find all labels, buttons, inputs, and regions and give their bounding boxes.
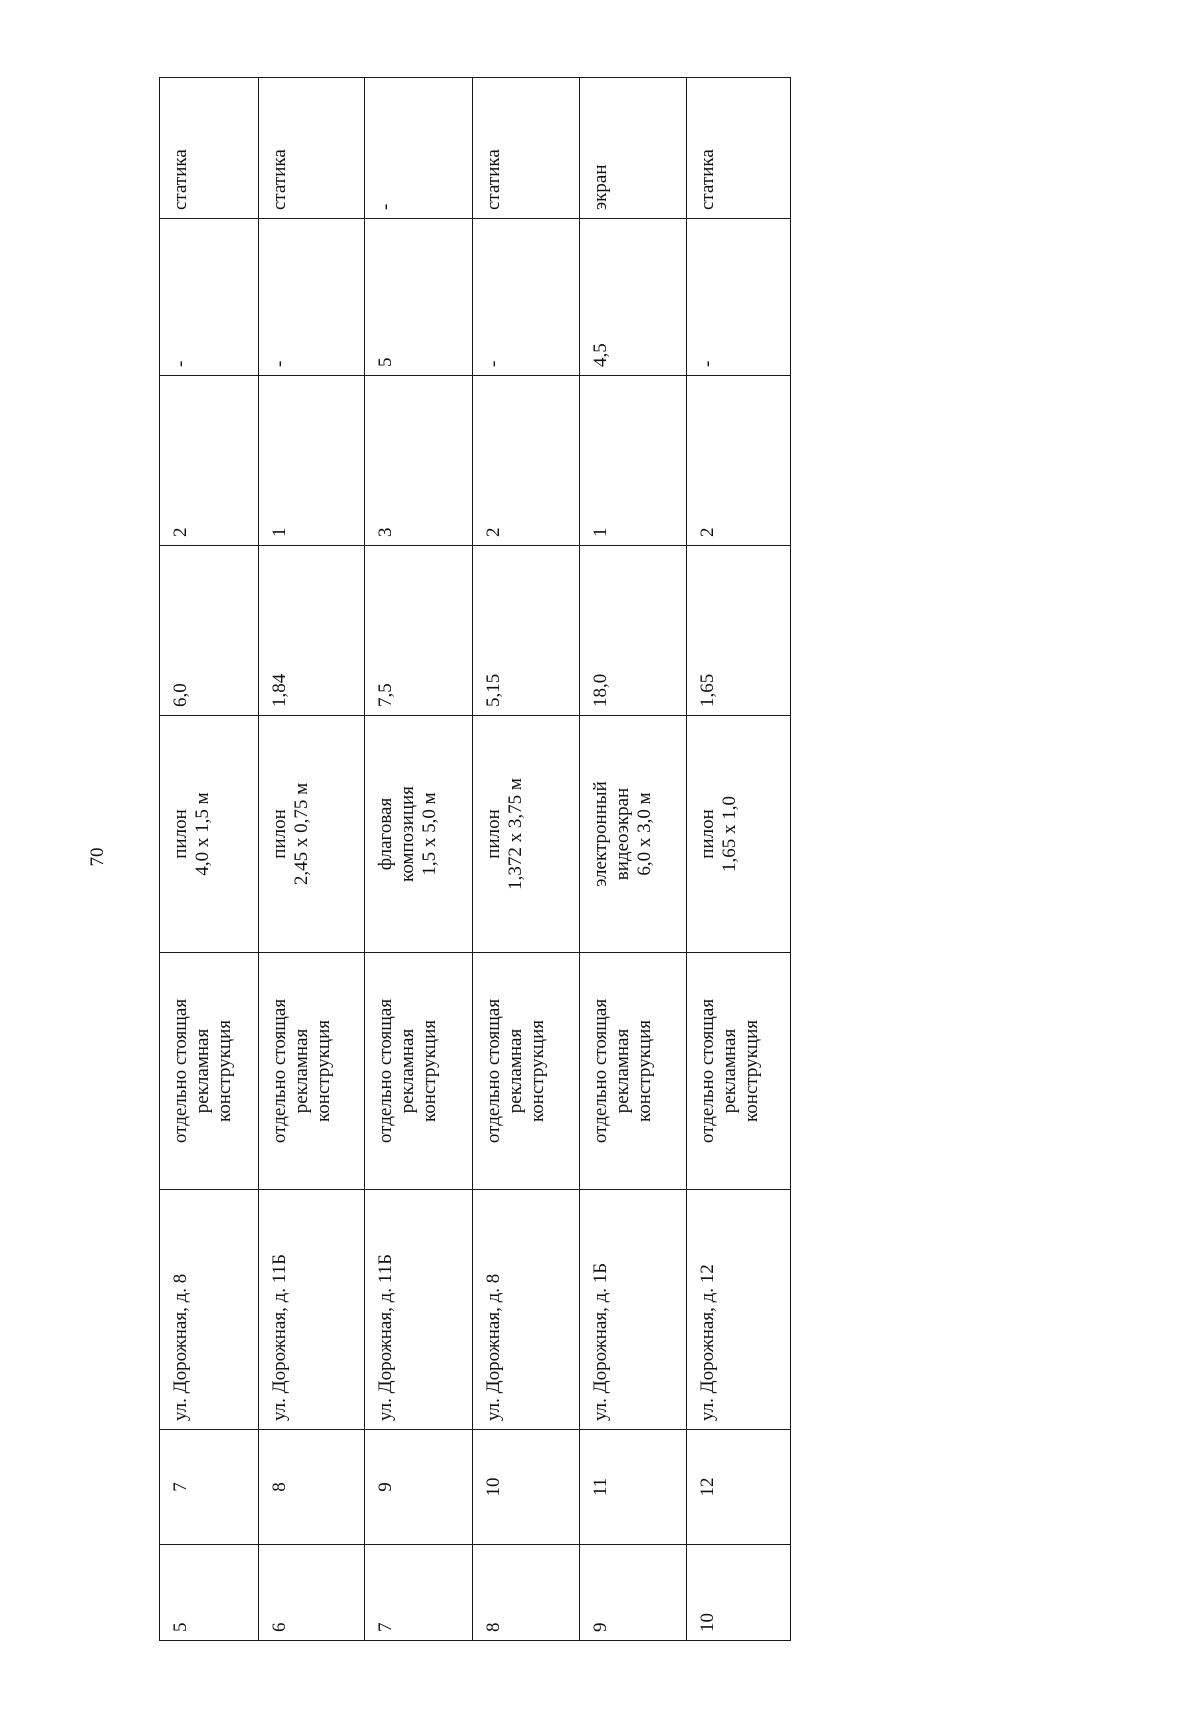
cell-kind: экран	[579, 78, 686, 219]
cell-kind: статика	[686, 78, 791, 219]
cell-address: ул. Дорожная, д. 8	[473, 1190, 580, 1430]
cell-number: 9	[579, 1545, 686, 1641]
table-row	[160, 78, 259, 1641]
cell-id: 8	[259, 1430, 365, 1545]
cell-area: 6,0	[160, 546, 259, 716]
cell-address: ул. Дорожная, д. 8	[160, 1190, 259, 1430]
cell-id: 12	[686, 1430, 791, 1545]
cell-type: отдельно стоящая рекламная конструкция	[473, 953, 580, 1190]
cell-id: 7	[160, 1430, 259, 1545]
cell-description: пилон 2,45 х 0,75 м	[259, 716, 365, 953]
cell-description: флаговая композиция 1,5 х 5,0 м	[364, 716, 473, 953]
cell-kind: -	[364, 78, 473, 219]
cell-number: 7	[364, 1545, 473, 1641]
cell-sides: 1	[579, 376, 686, 546]
cell-type: отдельно стоящая рекламная конструкция	[259, 953, 365, 1190]
cell-area: 7,5	[364, 546, 473, 716]
table-row	[473, 78, 580, 1641]
cell-id: 11	[579, 1430, 686, 1545]
cell-height: -	[259, 219, 365, 376]
cell-sides: 2	[160, 376, 259, 546]
cell-type: отдельно стоящая рекламная конструкция	[364, 953, 473, 1190]
cell-description: электронный видеоэкран 6,0 х 3,0 м	[579, 716, 686, 953]
cell-area: 1,65	[686, 546, 791, 716]
cell-type: отдельно стоящая рекламная конструкция	[579, 953, 686, 1190]
cell-number: 6	[259, 1545, 365, 1641]
cell-height: 5	[364, 219, 473, 376]
advertising-structures-table-wrapper	[159, 78, 791, 1641]
cell-sides: 2	[686, 376, 791, 546]
cell-type: отдельно стоящая рекламная конструкция	[686, 953, 791, 1190]
cell-height: -	[160, 219, 259, 376]
cell-description: пилон 4,0 х 1,5 м	[160, 716, 259, 953]
cell-height: -	[473, 219, 580, 376]
cell-number: 10	[686, 1545, 791, 1641]
table-row	[686, 78, 791, 1641]
cell-area: 1,84	[259, 546, 365, 716]
cell-kind: статика	[259, 78, 365, 219]
cell-height: 4,5	[579, 219, 686, 376]
cell-area: 5,15	[473, 546, 580, 716]
cell-id: 9	[364, 1430, 473, 1545]
cell-address: ул. Дорожная, д. 11Б	[364, 1190, 473, 1430]
cell-sides: 1	[259, 376, 365, 546]
cell-number: 5	[160, 1545, 259, 1641]
cell-address: ул. Дорожная, д. 12	[686, 1190, 791, 1430]
cell-address: ул. Дорожная, д. 1Б	[579, 1190, 686, 1430]
page-number: 70	[87, 847, 108, 867]
table-row	[259, 78, 365, 1641]
cell-sides: 3	[364, 376, 473, 546]
cell-description: пилон 1,372 х 3,75 м	[473, 716, 580, 953]
cell-address: ул. Дорожная, д. 11Б	[259, 1190, 365, 1430]
table-row	[579, 78, 686, 1641]
cell-id: 10	[473, 1430, 580, 1545]
cell-sides: 2	[473, 376, 580, 546]
advertising-structures-table	[159, 77, 791, 1641]
table-row	[364, 78, 473, 1641]
cell-number: 8	[473, 1545, 580, 1641]
cell-area: 18,0	[579, 546, 686, 716]
cell-type: отдельно стоящая рекламная конструкция	[160, 953, 259, 1190]
cell-kind: статика	[160, 78, 259, 219]
cell-kind: статика	[473, 78, 580, 219]
cell-height: -	[686, 219, 791, 376]
cell-description: пилон 1,65 х 1,0	[686, 716, 791, 953]
